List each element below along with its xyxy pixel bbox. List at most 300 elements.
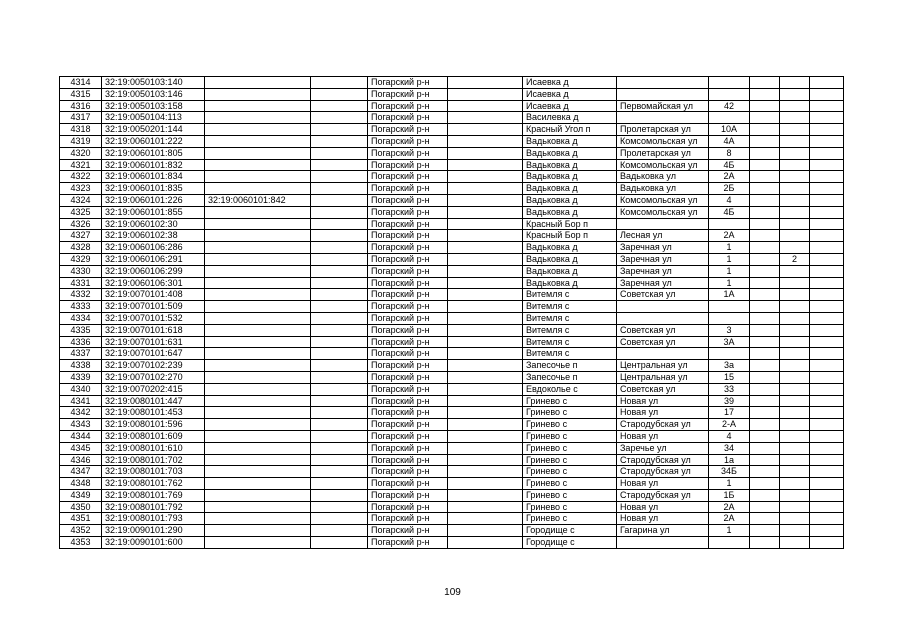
cell-apartment — [780, 112, 810, 124]
table-row — [60, 454, 844, 466]
cell-cadastral-number-2 — [205, 525, 311, 537]
cell-empty-col — [311, 194, 368, 206]
cell-cadastral-number-2 — [205, 88, 311, 100]
table-row — [60, 112, 844, 124]
cell-apartment — [780, 348, 810, 360]
cell-cadastral-number-2 — [205, 230, 311, 242]
page-number: 109 — [444, 587, 461, 598]
cell-cadastral-number: 32:19:0070102:270 — [102, 371, 205, 383]
cell-house-number — [709, 112, 750, 124]
cell-district: Погарский р-н — [368, 124, 448, 136]
cell-empty-col-2 — [448, 194, 523, 206]
cell-extra — [810, 242, 844, 254]
cell-empty-col-2 — [448, 525, 523, 537]
cell-district: Погарский р-н — [368, 454, 448, 466]
cell-cadastral-number: 32:19:0060101:226 — [102, 194, 205, 206]
cell-empty-col-2 — [448, 159, 523, 171]
cell-apartment — [780, 289, 810, 301]
cell-empty-col — [311, 277, 368, 289]
cell-settlement: Гринево с — [523, 489, 617, 501]
cell-row-number: 4340 — [60, 383, 102, 395]
cell-cadastral-number-2 — [205, 218, 311, 230]
cell-settlement: Витемля с — [523, 348, 617, 360]
cell-street: Новая ул — [617, 478, 709, 490]
cell-cadastral-number-2 — [205, 489, 311, 501]
cell-cadastral-number-2 — [205, 159, 311, 171]
cell-empty-col-2 — [448, 383, 523, 395]
cell-street: Комсомольская ул — [617, 135, 709, 147]
cell-cadastral-number-2 — [205, 171, 311, 183]
cell-cadastral-number-2 — [205, 513, 311, 525]
cell-house-number: 33 — [709, 383, 750, 395]
cell-empty-col-2 — [448, 88, 523, 100]
cell-cadastral-number: 32:19:0060101:835 — [102, 183, 205, 195]
cell-house-number: 2-А — [709, 419, 750, 431]
cell-building — [750, 537, 780, 549]
cell-cadastral-number: 32:19:0080101:453 — [102, 407, 205, 419]
cell-extra — [810, 348, 844, 360]
cell-house-number: 39 — [709, 395, 750, 407]
cell-empty-col-2 — [448, 407, 523, 419]
cell-empty-col — [311, 395, 368, 407]
cell-building — [750, 194, 780, 206]
cell-empty-col-2 — [448, 147, 523, 159]
cell-settlement: Витемля с — [523, 301, 617, 313]
cell-row-number: 4328 — [60, 242, 102, 254]
cell-district: Погарский р-н — [368, 277, 448, 289]
cell-empty-col — [311, 135, 368, 147]
table-row — [60, 77, 844, 89]
cell-street: Новая ул — [617, 513, 709, 525]
cell-empty-col — [311, 336, 368, 348]
cell-street: Центральная ул — [617, 360, 709, 372]
cell-empty-col-2 — [448, 513, 523, 525]
cell-house-number: 1 — [709, 265, 750, 277]
cell-empty-col-2 — [448, 395, 523, 407]
cell-row-number: 4349 — [60, 489, 102, 501]
cell-district: Погарский р-н — [368, 194, 448, 206]
cell-house-number: 1Б — [709, 489, 750, 501]
cell-cadastral-number: 32:19:0060106:291 — [102, 253, 205, 265]
cell-cadastral-number-2 — [205, 371, 311, 383]
cell-settlement: Гринево с — [523, 513, 617, 525]
cell-apartment — [780, 466, 810, 478]
cell-building — [750, 478, 780, 490]
cell-row-number: 4344 — [60, 430, 102, 442]
cell-extra — [810, 442, 844, 454]
table-row — [60, 501, 844, 513]
cell-empty-col — [311, 242, 368, 254]
cell-cadastral-number-2 — [205, 100, 311, 112]
cell-house-number: 1 — [709, 525, 750, 537]
cell-empty-col — [311, 513, 368, 525]
cell-street: Комсомольская ул — [617, 159, 709, 171]
cell-row-number: 4343 — [60, 419, 102, 431]
cell-cadastral-number: 32:19:0070202:415 — [102, 383, 205, 395]
cell-empty-col — [311, 301, 368, 313]
cell-settlement: Гринево с — [523, 419, 617, 431]
cell-building — [750, 242, 780, 254]
cell-district: Погарский р-н — [368, 159, 448, 171]
cell-building — [750, 454, 780, 466]
table-row — [60, 135, 844, 147]
table-row — [60, 430, 844, 442]
cell-apartment — [780, 395, 810, 407]
cell-row-number: 4329 — [60, 253, 102, 265]
cell-apartment — [780, 135, 810, 147]
cell-apartment — [780, 100, 810, 112]
table-row — [60, 253, 844, 265]
cell-building — [750, 206, 780, 218]
cell-cadastral-number: 32:19:0070101:408 — [102, 289, 205, 301]
cell-settlement: Витемля с — [523, 324, 617, 336]
cell-empty-col-2 — [448, 371, 523, 383]
cell-apartment — [780, 88, 810, 100]
cell-district: Погарский р-н — [368, 371, 448, 383]
cell-building — [750, 159, 780, 171]
cell-cadastral-number: 32:19:0070101:509 — [102, 301, 205, 313]
cell-street: Новая ул — [617, 407, 709, 419]
cell-apartment — [780, 301, 810, 313]
cell-apartment — [780, 171, 810, 183]
cell-row-number: 4323 — [60, 183, 102, 195]
cell-extra — [810, 324, 844, 336]
table-row — [60, 442, 844, 454]
cell-cadastral-number: 32:19:0080101:610 — [102, 442, 205, 454]
cell-street: Советская ул — [617, 383, 709, 395]
cell-district: Погарский р-н — [368, 253, 448, 265]
cell-empty-col-2 — [448, 124, 523, 136]
cell-row-number: 4320 — [60, 147, 102, 159]
table-row — [60, 124, 844, 136]
cell-cadastral-number: 32:19:0080101:609 — [102, 430, 205, 442]
cell-district: Погарский р-н — [368, 183, 448, 195]
cell-extra — [810, 112, 844, 124]
cell-cadastral-number: 32:19:0060101:834 — [102, 171, 205, 183]
cell-cadastral-number: 32:19:0060106:286 — [102, 242, 205, 254]
cell-settlement: Вадьковка д — [523, 171, 617, 183]
cell-empty-col — [311, 183, 368, 195]
cell-settlement: Витемля с — [523, 336, 617, 348]
cell-house-number: 34Б — [709, 466, 750, 478]
cell-extra — [810, 301, 844, 313]
cell-district: Погарский р-н — [368, 230, 448, 242]
cell-settlement: Вадьковка д — [523, 183, 617, 195]
cell-extra — [810, 147, 844, 159]
cell-street: Заречная ул — [617, 253, 709, 265]
cell-street: Советская ул — [617, 336, 709, 348]
cell-building — [750, 466, 780, 478]
cell-cadastral-number-2 — [205, 348, 311, 360]
cell-cadastral-number: 32:19:0050104:113 — [102, 112, 205, 124]
cell-cadastral-number-2 — [205, 336, 311, 348]
cell-cadastral-number-2 — [205, 407, 311, 419]
table-row — [60, 419, 844, 431]
cell-empty-col — [311, 360, 368, 372]
cell-empty-col — [311, 489, 368, 501]
cell-district: Погарский р-н — [368, 100, 448, 112]
cell-cadastral-number: 32:19:0060101:855 — [102, 206, 205, 218]
table-row — [60, 360, 844, 372]
cell-house-number: 4Б — [709, 206, 750, 218]
cell-empty-col-2 — [448, 277, 523, 289]
cell-house-number: 34 — [709, 442, 750, 454]
table-row — [60, 147, 844, 159]
cell-district: Погарский р-н — [368, 242, 448, 254]
cell-empty-col — [311, 324, 368, 336]
cell-extra — [810, 360, 844, 372]
cell-cadastral-number-2 — [205, 312, 311, 324]
cell-settlement: Витемля с — [523, 289, 617, 301]
cell-apartment — [780, 442, 810, 454]
cell-extra — [810, 124, 844, 136]
cell-building — [750, 77, 780, 89]
cell-row-number: 4326 — [60, 218, 102, 230]
cell-row-number: 4350 — [60, 501, 102, 513]
cell-extra — [810, 159, 844, 171]
cell-cadastral-number: 32:19:0060102:30 — [102, 218, 205, 230]
cell-extra — [810, 466, 844, 478]
cell-empty-col — [311, 100, 368, 112]
cell-apartment — [780, 371, 810, 383]
cell-empty-col — [311, 289, 368, 301]
cell-cadastral-number: 32:19:0080101:792 — [102, 501, 205, 513]
cell-row-number: 4337 — [60, 348, 102, 360]
cell-row-number: 4332 — [60, 289, 102, 301]
cell-settlement: Гринево с — [523, 466, 617, 478]
cell-empty-col — [311, 419, 368, 431]
cell-building — [750, 348, 780, 360]
cell-building — [750, 218, 780, 230]
cell-street: Стародубская ул — [617, 489, 709, 501]
cell-cadastral-number: 32:19:0070101:618 — [102, 324, 205, 336]
table-body — [60, 77, 844, 549]
cell-cadastral-number-2 — [205, 112, 311, 124]
cell-street — [617, 88, 709, 100]
cell-building — [750, 135, 780, 147]
cell-house-number — [709, 218, 750, 230]
cell-district: Погарский р-н — [368, 489, 448, 501]
cell-apartment — [780, 242, 810, 254]
cell-building — [750, 336, 780, 348]
cell-row-number: 4342 — [60, 407, 102, 419]
table-row — [60, 88, 844, 100]
cell-empty-col — [311, 478, 368, 490]
cell-empty-col-2 — [448, 100, 523, 112]
cell-empty-col-2 — [448, 419, 523, 431]
cell-row-number: 4319 — [60, 135, 102, 147]
cell-empty-col-2 — [448, 324, 523, 336]
cell-cadastral-number: 32:19:0060101:805 — [102, 147, 205, 159]
cell-apartment: 2 — [780, 253, 810, 265]
cell-district: Погарский р-н — [368, 348, 448, 360]
table-row — [60, 348, 844, 360]
cell-building — [750, 183, 780, 195]
cell-street: Пролетарская ул — [617, 147, 709, 159]
cell-building — [750, 277, 780, 289]
cell-extra — [810, 454, 844, 466]
cell-apartment — [780, 124, 810, 136]
table-row — [60, 324, 844, 336]
cell-house-number: 1А — [709, 289, 750, 301]
cell-house-number: 8 — [709, 147, 750, 159]
cell-empty-col-2 — [448, 301, 523, 313]
cell-cadastral-number-2 — [205, 478, 311, 490]
cell-extra — [810, 312, 844, 324]
cell-empty-col — [311, 253, 368, 265]
cell-street: Заречная ул — [617, 242, 709, 254]
cell-street: Стародубская ул — [617, 454, 709, 466]
cell-extra — [810, 383, 844, 395]
cell-empty-col — [311, 442, 368, 454]
cell-settlement: Исаевка д — [523, 77, 617, 89]
cell-settlement: Вадьковка д — [523, 253, 617, 265]
cell-extra — [810, 194, 844, 206]
cell-street: Первомайская ул — [617, 100, 709, 112]
cell-building — [750, 501, 780, 513]
cell-settlement: Евдоколье с — [523, 383, 617, 395]
cell-row-number: 4317 — [60, 112, 102, 124]
cell-extra — [810, 88, 844, 100]
cell-apartment — [780, 147, 810, 159]
cell-apartment — [780, 218, 810, 230]
cell-street: Заречная ул — [617, 265, 709, 277]
cell-cadastral-number: 32:19:0080101:702 — [102, 454, 205, 466]
cell-district: Погарский р-н — [368, 147, 448, 159]
table-row — [60, 371, 844, 383]
cell-cadastral-number: 32:19:0090101:290 — [102, 525, 205, 537]
cell-apartment — [780, 501, 810, 513]
cell-cadastral-number-2 — [205, 324, 311, 336]
cell-house-number: 4Б — [709, 159, 750, 171]
cell-apartment — [780, 419, 810, 431]
cell-empty-col-2 — [448, 77, 523, 89]
cell-cadastral-number: 32:19:0080101:769 — [102, 489, 205, 501]
cell-cadastral-number-2 — [205, 242, 311, 254]
cell-settlement: Вадьковка д — [523, 194, 617, 206]
table-row — [60, 277, 844, 289]
cell-empty-col — [311, 218, 368, 230]
cell-row-number: 4346 — [60, 454, 102, 466]
cell-empty-col-2 — [448, 336, 523, 348]
cell-cadastral-number: 32:19:0060101:222 — [102, 135, 205, 147]
table-row — [60, 159, 844, 171]
cell-extra — [810, 501, 844, 513]
cell-row-number: 4316 — [60, 100, 102, 112]
cell-empty-col — [311, 454, 368, 466]
cell-apartment — [780, 489, 810, 501]
cell-district: Погарский р-н — [368, 324, 448, 336]
cell-house-number — [709, 301, 750, 313]
cell-extra — [810, 419, 844, 431]
cell-cadastral-number: 32:19:0080101:762 — [102, 478, 205, 490]
cell-cadastral-number: 32:19:0070101:647 — [102, 348, 205, 360]
cell-house-number: 10А — [709, 124, 750, 136]
cell-street: Гагарина ул — [617, 525, 709, 537]
cell-district: Погарский р-н — [368, 419, 448, 431]
cell-empty-col — [311, 112, 368, 124]
cell-apartment — [780, 336, 810, 348]
cell-house-number: 2А — [709, 513, 750, 525]
cell-settlement: Гринево с — [523, 501, 617, 513]
cell-apartment — [780, 360, 810, 372]
table-row — [60, 525, 844, 537]
cell-house-number: 1 — [709, 242, 750, 254]
cell-cadastral-number-2 — [205, 206, 311, 218]
cell-street: Лесная ул — [617, 230, 709, 242]
cell-settlement: Вадьковка д — [523, 265, 617, 277]
cell-extra — [810, 336, 844, 348]
cell-cadastral-number-2 — [205, 147, 311, 159]
cell-empty-col-2 — [448, 454, 523, 466]
cell-extra — [810, 171, 844, 183]
cell-building — [750, 489, 780, 501]
cell-row-number: 4314 — [60, 77, 102, 89]
cell-cadastral-number: 32:19:0060106:301 — [102, 277, 205, 289]
table-row — [60, 537, 844, 549]
cell-district: Погарский р-н — [368, 265, 448, 277]
cell-extra — [810, 253, 844, 265]
cell-street: Вадьковка ул — [617, 171, 709, 183]
cell-apartment — [780, 430, 810, 442]
cell-cadastral-number: 32:19:0070101:532 — [102, 312, 205, 324]
cell-settlement: Витемля с — [523, 312, 617, 324]
cell-house-number: 15 — [709, 371, 750, 383]
cell-district: Погарский р-н — [368, 218, 448, 230]
cell-cadastral-number-2 — [205, 537, 311, 549]
cell-street: Стародубская ул — [617, 419, 709, 431]
cell-cadastral-number-2 — [205, 135, 311, 147]
cell-extra — [810, 218, 844, 230]
cell-building — [750, 301, 780, 313]
cell-extra — [810, 206, 844, 218]
cell-row-number: 4331 — [60, 277, 102, 289]
cell-street: Советская ул — [617, 289, 709, 301]
cell-street: Комсомольская ул — [617, 206, 709, 218]
cell-house-number: 2Б — [709, 183, 750, 195]
cell-row-number: 4341 — [60, 395, 102, 407]
cell-building — [750, 112, 780, 124]
table-row — [60, 183, 844, 195]
cell-cadastral-number-2 — [205, 77, 311, 89]
cell-cadastral-number-2 — [205, 395, 311, 407]
cell-empty-col-2 — [448, 489, 523, 501]
cell-extra — [810, 289, 844, 301]
cell-district: Погарский р-н — [368, 360, 448, 372]
table-row — [60, 194, 844, 206]
cell-building — [750, 289, 780, 301]
table-row — [60, 206, 844, 218]
cell-settlement: Гринево с — [523, 407, 617, 419]
cell-settlement: Городище с — [523, 537, 617, 549]
cell-district: Погарский р-н — [368, 289, 448, 301]
table-row — [60, 407, 844, 419]
cell-building — [750, 100, 780, 112]
cell-empty-col — [311, 525, 368, 537]
cell-empty-col — [311, 312, 368, 324]
cell-cadastral-number: 32:19:0090101:600 — [102, 537, 205, 549]
cell-row-number: 4333 — [60, 301, 102, 313]
cell-apartment — [780, 265, 810, 277]
cell-building — [750, 324, 780, 336]
cell-house-number: 1а — [709, 454, 750, 466]
cell-empty-col — [311, 159, 368, 171]
cell-settlement: Гринево с — [523, 430, 617, 442]
cell-building — [750, 525, 780, 537]
cell-cadastral-number-2 — [205, 454, 311, 466]
cell-cadastral-number-2 — [205, 430, 311, 442]
cell-house-number — [709, 537, 750, 549]
